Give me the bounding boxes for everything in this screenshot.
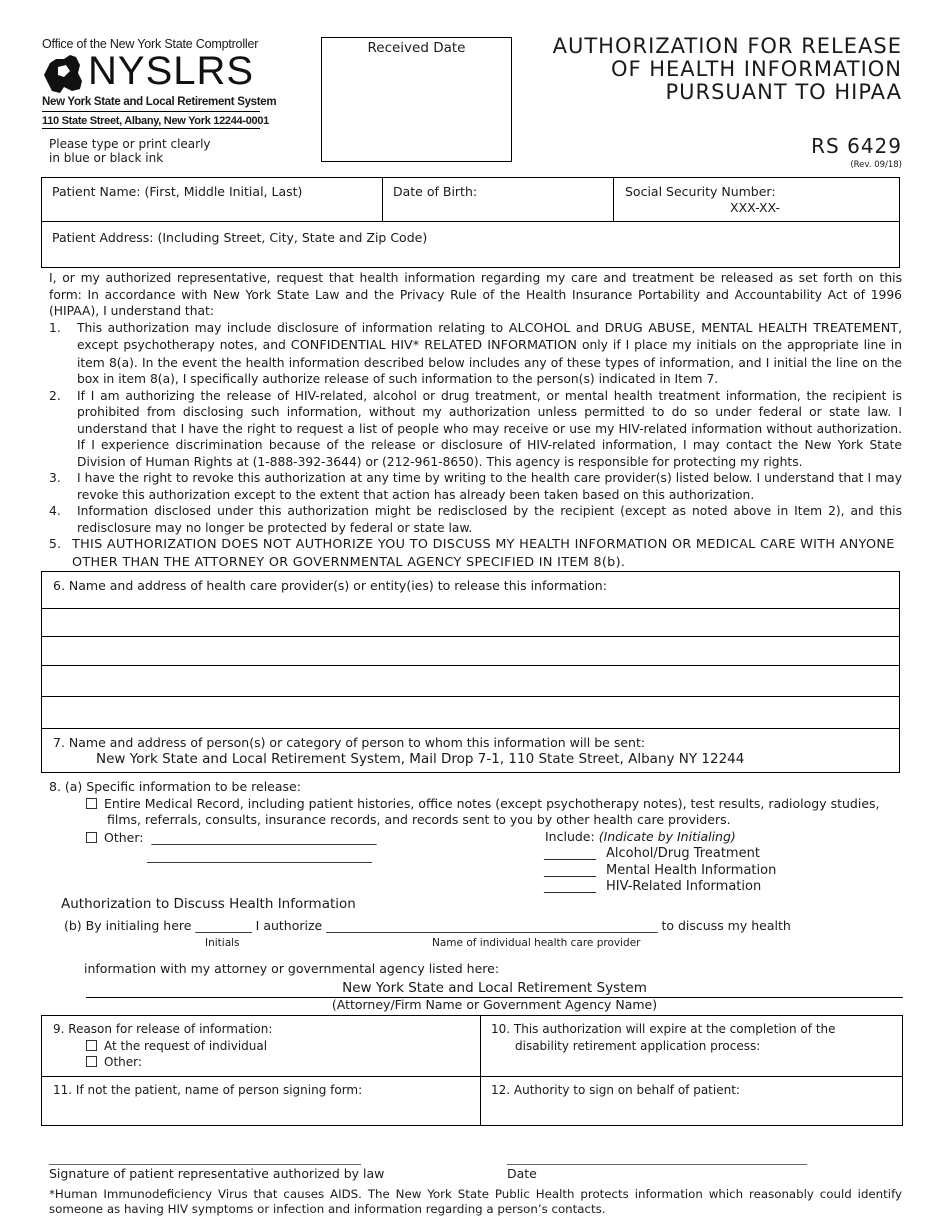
provider-caption: Name of individual health care provider [432, 937, 641, 949]
include-options [544, 846, 776, 896]
reason-individual-checkbox[interactable] [86, 1040, 97, 1051]
office-name: Office of the New York State Comptroller [42, 37, 259, 51]
patient-address-field[interactable] [41, 221, 900, 268]
intro-text: I, or my authorized representative, request that health information regarding my care and treatment be released as set forth on this form: In accordance with New York State Law and the Privacy Rule of the Health Insurance Portability and Accountability Act of 1996 (HIPAA), I understand that: [49, 271, 902, 318]
other-checkbox[interactable] [86, 832, 97, 843]
initials-caption: Initials [205, 937, 240, 949]
term-item-2: 2. If I am authorizing the release of HIV-related, alcohol or drug treatment, or mental health treatment information, the recipient is prohibited from disclosing such information, without my authorization unless permitted to do so under federal or state law. I understand that I have the right to request a list of people who may receive or use my HIV-related information without authorization. If I experience discrimination because of the release or disclosure of HIV-related information, I may contact the New York State Division of Human Rights at (1-888-392-3644) or (212-961-8650). This agency is responsible for protecting my rights. [49, 388, 902, 469]
term-item-3: 3. I have the right to revoke this authorization at any time by writing to the health care provider(s) listed below. I understand that I may revoke this authorization except to the extent that action has already been taken based on this authorization. [49, 471, 902, 502]
agency-name[interactable]: New York State and Local Retirement System [86, 980, 903, 998]
initials-line[interactable]: _________ [195, 918, 252, 933]
ink-instructions: Please type or print clearly in blue or black ink [49, 137, 211, 165]
provider-section [41, 571, 900, 773]
signer-name-field[interactable]: 11. If not the patient, name of person signing form: [53, 1083, 363, 1097]
form-number: RS 6429 [811, 134, 902, 158]
provider-label: 6. Name and address of health care provider(s) or entity(ies) to release this information: [53, 578, 607, 593]
other-line-2[interactable]: ____________________________________ [147, 848, 372, 863]
authorization-terms [49, 270, 902, 571]
agency-caption: (Attorney/Firm Name or Government Agency Name) [331, 997, 658, 1012]
form-title: AUTHORIZATION FOR RELEASE OF HEALTH INFORMATION PURSUANT TO HIPAA [552, 34, 902, 104]
discuss-heading: Authorization to Discuss Health Information [61, 896, 356, 912]
expiration-label-2: disability retirement application process: [515, 1039, 761, 1053]
expiration-label-1: 10. This authorization will expire at the completion of the [491, 1022, 836, 1036]
form-revision: (Rev. 09/18) [850, 160, 902, 170]
recipient-value: New York State and Local Retirement System, Mail Drop 7-1, 110 State Street, Albany NY 12244 [96, 751, 745, 767]
header-rule [42, 111, 260, 112]
alcohol-drug-option[interactable]: ________ Alcohol/Drug Treatment [544, 846, 760, 861]
authority-field[interactable]: 12. Authority to sign on behalf of patient: [491, 1083, 740, 1097]
recipient-label: 7. Name and address of person(s) or category of person to whom this information will be sent: [53, 735, 646, 750]
reason-authority-table [41, 1015, 903, 1126]
patient-address-label: Patient Address: (Including Street, City, State and Zip Code) [52, 230, 428, 245]
patient-info-row [41, 177, 900, 222]
system-name: New York State and Local Retirement System [42, 96, 277, 108]
patient-name-field[interactable]: Patient Name: (First, Middle Initial, Last) [52, 184, 303, 199]
reason-individual-option[interactable]: At the request of individual [86, 1039, 267, 1053]
other-line[interactable]: ____________________________________ [151, 830, 377, 845]
signature-line[interactable]: ____________________________________________________ [49, 1151, 361, 1165]
provider-line-3[interactable] [42, 665, 899, 696]
reason-label: 9. Reason for release of information: [53, 1022, 273, 1036]
ssn-prefix: XXX-XX- [730, 200, 780, 215]
ssn-field[interactable]: Social Security Number: [625, 184, 776, 199]
entire-record-text-2: films, referrals, consults, insurance records, and records sent to you by other health care providers. [107, 812, 731, 827]
reason-other-option[interactable]: Other: [86, 1055, 142, 1069]
term-item-5: 5. THIS AUTHORIZATION DOES NOT AUTHORIZE YOU TO DISCUSS MY HEALTH INFORMATION OR MEDICAL CARE WITH ANYONE OTHER THAN THE ATTORNEY OR GOVERNMENTAL AGENCY SPECIFIED IN ITEM 8(b). [49, 537, 895, 570]
header-rule [42, 128, 260, 129]
recipient-row [42, 728, 899, 729]
include-label: Include: (Indicate by Initialing) [545, 829, 736, 844]
provider-name-line[interactable]: _____________________________________________________ [326, 918, 658, 933]
mental-health-option[interactable]: ________ Mental Health Information [544, 862, 777, 878]
received-date-box [321, 37, 512, 162]
reason-other-checkbox[interactable] [86, 1056, 97, 1067]
date-of-birth-field[interactable]: Date of Birth: [393, 184, 478, 199]
signature-label: Signature of patient representative authorized by law [49, 1166, 385, 1181]
entire-record-option[interactable]: Entire Medical Record, including patient histories, office notes (except psychotherapy notes), test results, radiology studies, [86, 796, 880, 811]
date-label: Date [507, 1166, 537, 1181]
discuss-authorization-line: (b) By initialing here _________ I authorize _____________________________________________________ to discuss my health [64, 918, 791, 933]
provider-line-1[interactable] [42, 608, 899, 637]
specific-info-label: 8. (a) Specific information to be release: [49, 779, 301, 794]
discuss-line-2: information with my attorney or governmental agency listed here: [84, 961, 500, 976]
other-option[interactable]: Other: ____________________________________ [86, 830, 376, 845]
system-address: 110 State Street, Albany, New York 12244-0001 [42, 115, 270, 127]
hiv-option[interactable]: ________ HIV-Related Information [544, 879, 762, 894]
provider-line-4[interactable] [42, 696, 899, 729]
term-item-1: 1. This authorization may include disclosure of information relating to ALCOHOL and DRUG ABUSE, MENTAL HEALTH TREATEMENT, except psychotherapy notes, and CONFIDENTIAL HIV* RELATED INFORMATION only if I place my initials on the appropriate line in item 8(a). In the event the health information described below includes any of these types of information, and I initial the line on the box in item 8(a), I specifically authorize release of such information to the person(s) indicated in Item 7. [49, 320, 903, 386]
nyslrs-logo [42, 49, 262, 95]
provider-line-2[interactable] [42, 636, 899, 665]
date-line[interactable]: __________________________________________________ [507, 1151, 807, 1165]
entire-record-checkbox[interactable] [86, 798, 97, 809]
hiv-footnote: *Human Immunodeficiency Virus that causes AIDS. The New York State Public Health protects information which reasonably could identify someone as having HIV symptoms or infection and information regarding a person’s contacts. [49, 1187, 902, 1216]
received-date-label: Received Date [367, 40, 466, 56]
term-item-4: 4. Information disclosed under this authorization might be redisclosed by the recipient (except as noted above in Item 2), and this redisclosure may no longer be protected by federal or state law. [49, 504, 902, 535]
logo-text: NYSLRS [88, 49, 255, 93]
